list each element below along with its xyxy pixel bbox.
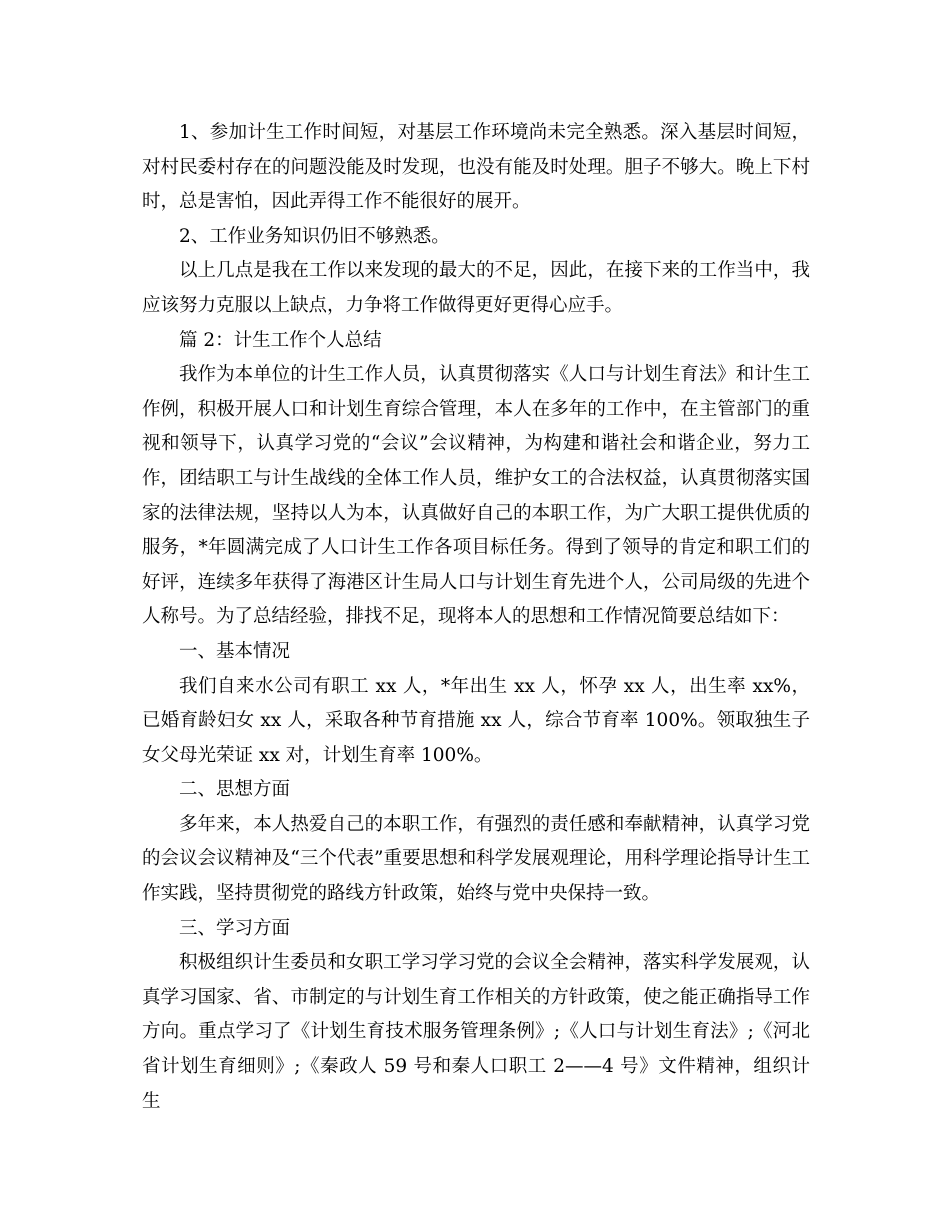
article-title: 篇 2：计生工作个人总结 <box>179 329 382 351</box>
section-heading-thought: 二、思想方面 <box>179 779 291 801</box>
paragraph-shortcoming-1: 1、参加计生工作时间短，对基层工作环境尚未完全熟悉。深入基层时间短，对村民委村存在的问题没能及时发现，也没有能及时处理。胆子不够大。晚上下村时，总是害怕，因此弄得工作不能很好的展开。 <box>142 122 810 213</box>
paragraph-conclusion: 以上几点是我在工作以来发现的最大的不足，因此，在接下来的工作当中，我应该努力克服以上缺点，力争将工作做得更好更得心应手。 <box>142 260 810 316</box>
paragraph-thought: 多年来，本人热爱自己的本职工作，有强烈的责任感和奉献精神，认真学习党的会议会议精神及“三个代表”重要思想和科学发展观理论，用科学理论指导计生工作实践，坚持贯彻党的路线方针政策，始终与党中央保持一致。 <box>142 813 810 905</box>
paragraph-study: 积极组织计生委员和女职工学习学习党的会议全会精神，落实科学发展观，认真学习国家、省、市制定的与计划生育工作相关的方针政策，使之能正确指导工作方向。重点学习了《计划生育技术服务管理条例》;《人口与计划生育法》;《河北省计划生育细则》;《秦政人 59 号和秦人口职工 2——4 号》文件精神，组织计生 <box>142 952 810 1112</box>
document-page <box>142 116 810 1119</box>
section-heading-basic: 一、基本情况 <box>179 640 291 662</box>
paragraph-basic: 我们自来水公司有职工 xx 人，*年出生 xx 人，怀孕 xx 人，出生率 xx%，已婚育龄妇女 xx 人，采取各种节育措施 xx 人，综合节育率 100%。领取独生子女父母光荣证 xx 对，计划生育率 100%。 <box>142 675 810 766</box>
section-heading-study: 三、学习方面 <box>179 917 291 939</box>
paragraph-shortcoming-2: 2、工作业务知识仍旧不够熟悉。 <box>179 225 450 247</box>
paragraph-intro: 我作为本单位的计生工作人员，认真贯彻落实《人口与计划生育法》和计生工作例，积极开展人口和计划生育综合管理，本人在多年的工作中，在主管部门的重视和领导下，认真学习党的“会议”会议精神，为构建和谐社会和谐企业，努力工作，团结职工与计生战线的全体工作人员，维护女工的合法权益，认真贯彻落实国家的法律法规，坚持以人为本，认真做好自己的本职工作，为广大职工提供优质的服务，*年圆满完成了人口计生工作各项目标任务。得到了领导的肯定和职工们的好评，连续多年获得了海港区计生局人口与计划生育先进个人，公司局级的先进个人称号。为了总结经验，排找不足，现将本人的思想和工作情况简要总结如下： <box>142 364 810 628</box>
